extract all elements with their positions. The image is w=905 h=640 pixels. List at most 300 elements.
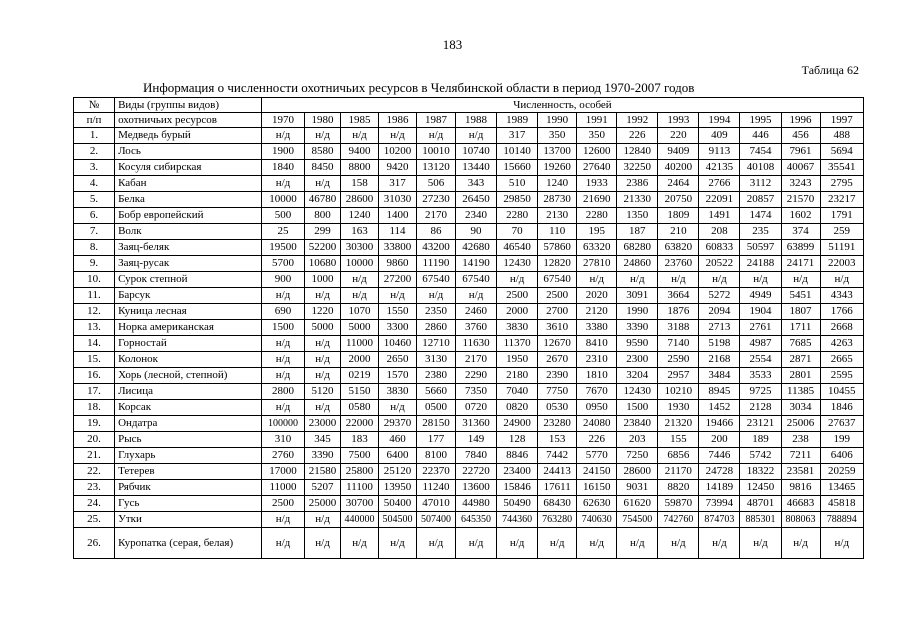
count-cell: 1846 (820, 400, 863, 416)
count-cell: 13700 (538, 144, 577, 160)
count-cell: 67540 (538, 272, 577, 288)
count-cell: 12430 (617, 384, 658, 400)
count-cell: 28600 (617, 464, 658, 480)
species-name: Рябчик (115, 480, 262, 496)
table-row (74, 400, 864, 416)
count-cell: 310 (261, 432, 304, 448)
count-cell: 2460 (456, 304, 497, 320)
count-cell: 20259 (820, 464, 863, 480)
count-cell: 21580 (305, 464, 341, 480)
count-cell: 0580 (341, 400, 379, 416)
count-cell: н/д (456, 128, 497, 144)
count-cell: 183 (341, 432, 379, 448)
count-cell: 27640 (577, 160, 617, 176)
count-cell: 17611 (538, 480, 577, 496)
count-cell: 16150 (577, 480, 617, 496)
count-cell: 21330 (617, 192, 658, 208)
count-cell: 40067 (781, 160, 820, 176)
count-cell: 22370 (417, 464, 456, 480)
count-cell: 43200 (417, 240, 456, 256)
count-cell: 51191 (820, 240, 863, 256)
count-cell: н/д (341, 128, 379, 144)
count-cell: 12820 (538, 256, 577, 272)
count-cell: 0500 (417, 400, 456, 416)
row-number: 22. (74, 464, 115, 480)
count-cell: 2350 (417, 304, 456, 320)
count-cell: 506 (417, 176, 456, 192)
count-cell: 1400 (379, 208, 417, 224)
species-name: Тетерев (115, 464, 262, 480)
count-cell: 2464 (658, 176, 699, 192)
row-number: 7. (74, 224, 115, 240)
count-cell: 12710 (417, 336, 456, 352)
count-cell: 8580 (305, 144, 341, 160)
count-cell: 44980 (456, 496, 497, 512)
count-cell: н/д (417, 528, 456, 559)
count-cell: 30300 (341, 240, 379, 256)
count-cell: 8820 (658, 480, 699, 496)
count-cell: 13950 (379, 480, 417, 496)
species-name: Медведь бурый (115, 128, 262, 144)
count-cell: 8800 (341, 160, 379, 176)
header-year-cell: 1985 (341, 113, 379, 128)
count-cell: 9860 (379, 256, 417, 272)
count-cell: 343 (456, 176, 497, 192)
count-cell: 63320 (577, 240, 617, 256)
species-name: Рысь (115, 432, 262, 448)
count-cell: 22720 (456, 464, 497, 480)
count-cell: 2000 (341, 352, 379, 368)
population-table (73, 97, 864, 559)
count-cell: 11190 (417, 256, 456, 272)
count-cell: 690 (261, 304, 304, 320)
count-cell: 7250 (617, 448, 658, 464)
table-row (74, 512, 864, 528)
count-cell: 488 (820, 128, 863, 144)
row-number: 24. (74, 496, 115, 512)
count-cell: 9031 (617, 480, 658, 496)
count-cell: 24150 (577, 464, 617, 480)
count-cell: 57860 (538, 240, 577, 256)
count-cell: 7140 (658, 336, 699, 352)
count-cell: 24860 (617, 256, 658, 272)
count-cell: 31030 (379, 192, 417, 208)
count-cell: 2713 (699, 320, 740, 336)
count-cell: 177 (417, 432, 456, 448)
count-cell: н/д (497, 528, 538, 559)
table-row (74, 432, 864, 448)
table-row (74, 304, 864, 320)
table-row (74, 160, 864, 176)
count-cell: 317 (497, 128, 538, 144)
count-cell: 456 (781, 128, 820, 144)
table-row (74, 272, 864, 288)
count-cell: 23000 (305, 416, 341, 432)
species-name: Корсак (115, 400, 262, 416)
count-cell: 46780 (305, 192, 341, 208)
count-cell: 11000 (261, 480, 304, 496)
count-cell: 2871 (781, 352, 820, 368)
count-cell: н/д (456, 528, 497, 559)
count-cell: 22091 (699, 192, 740, 208)
count-cell: 2761 (740, 320, 781, 336)
count-cell: 46540 (497, 240, 538, 256)
count-cell: 510 (497, 176, 538, 192)
count-cell: 2801 (781, 368, 820, 384)
count-cell: 45818 (820, 496, 863, 512)
count-cell: 0219 (341, 368, 379, 384)
header-year-cell: 1990 (538, 113, 577, 128)
count-cell: 11630 (456, 336, 497, 352)
row-number: 13. (74, 320, 115, 336)
count-cell: 2094 (699, 304, 740, 320)
count-cell: 8100 (417, 448, 456, 464)
header-year-cell: 1997 (820, 113, 863, 128)
count-cell: 7040 (497, 384, 538, 400)
species-name: Норка американская (115, 320, 262, 336)
count-cell: 1766 (820, 304, 863, 320)
count-cell: н/д (820, 272, 863, 288)
count-cell: 28150 (417, 416, 456, 432)
header-year-cell: 1996 (781, 113, 820, 128)
count-cell: 24413 (538, 464, 577, 480)
count-cell: 1950 (497, 352, 538, 368)
count-cell: 1990 (617, 304, 658, 320)
count-cell: 23217 (820, 192, 863, 208)
species-name: Глухарь (115, 448, 262, 464)
count-cell: 24188 (740, 256, 781, 272)
count-cell: 235 (740, 224, 781, 240)
species-name: Барсук (115, 288, 262, 304)
count-cell: 763280 (538, 512, 577, 528)
count-cell: 6406 (820, 448, 863, 464)
count-cell: 5700 (261, 256, 304, 272)
count-cell: 1602 (781, 208, 820, 224)
header-number-bottom: п/п (74, 113, 115, 128)
count-cell: 128 (497, 432, 538, 448)
count-cell: 2860 (417, 320, 456, 336)
count-cell: 15660 (497, 160, 538, 176)
count-cell: 42680 (456, 240, 497, 256)
table-row (74, 240, 864, 256)
count-cell: 24171 (781, 256, 820, 272)
count-cell: 158 (341, 176, 379, 192)
count-cell: н/д (305, 528, 341, 559)
count-cell: 2300 (617, 352, 658, 368)
count-cell: 27637 (820, 416, 863, 432)
count-cell: 1904 (740, 304, 781, 320)
count-cell: н/д (261, 512, 304, 528)
species-name: Утки (115, 512, 262, 528)
count-cell: 5742 (740, 448, 781, 464)
count-cell: 12840 (617, 144, 658, 160)
count-cell: 2554 (740, 352, 781, 368)
count-cell: 12430 (497, 256, 538, 272)
header-year-cell: 1994 (699, 113, 740, 128)
count-cell: 3380 (577, 320, 617, 336)
count-cell: 12600 (577, 144, 617, 160)
count-cell: 114 (379, 224, 417, 240)
count-cell: 2180 (497, 368, 538, 384)
count-cell: 27810 (577, 256, 617, 272)
count-cell: 200 (699, 432, 740, 448)
count-cell: 440000 (341, 512, 379, 528)
header-year-cell: 1995 (740, 113, 781, 128)
count-cell: 2766 (699, 176, 740, 192)
count-cell: н/д (305, 368, 341, 384)
count-cell: 374 (781, 224, 820, 240)
row-number: 20. (74, 432, 115, 448)
count-cell: н/д (617, 528, 658, 559)
species-name: Бобр европейский (115, 208, 262, 224)
count-cell: 1452 (699, 400, 740, 416)
count-cell: н/д (341, 288, 379, 304)
count-cell: н/д (305, 400, 341, 416)
count-cell: 11385 (781, 384, 820, 400)
count-cell: н/д (577, 528, 617, 559)
count-cell: 25800 (341, 464, 379, 480)
header-year-cell: 1970 (261, 113, 304, 128)
count-cell: 21690 (577, 192, 617, 208)
count-cell: 226 (617, 128, 658, 144)
count-cell: 25120 (379, 464, 417, 480)
page-number: 183 (442, 37, 463, 52)
count-cell: 28600 (341, 192, 379, 208)
species-name: Волк (115, 224, 262, 240)
count-cell: 2650 (379, 352, 417, 368)
count-cell: 742760 (658, 512, 699, 528)
count-cell: 7961 (781, 144, 820, 160)
count-cell: 740630 (577, 512, 617, 528)
count-cell: 20857 (740, 192, 781, 208)
header-year-cell: 1980 (305, 113, 341, 128)
count-cell: н/д (341, 528, 379, 559)
count-cell: 42135 (699, 160, 740, 176)
count-cell: 61620 (617, 496, 658, 512)
count-cell: 2310 (577, 352, 617, 368)
count-cell: 7500 (341, 448, 379, 464)
count-cell: н/д (261, 352, 304, 368)
header-species-top: Виды (группы видов) (115, 98, 262, 113)
count-cell: н/д (617, 272, 658, 288)
count-cell: 48701 (740, 496, 781, 512)
table-row (74, 176, 864, 192)
count-cell: 110 (538, 224, 577, 240)
count-cell: 11370 (497, 336, 538, 352)
table-row (74, 384, 864, 400)
count-cell: 10140 (497, 144, 538, 160)
count-cell: 1350 (617, 208, 658, 224)
count-cell: н/д (497, 272, 538, 288)
count-cell: 1807 (781, 304, 820, 320)
species-name: Ондатра (115, 416, 262, 432)
count-cell: 2290 (456, 368, 497, 384)
count-cell: 3830 (497, 320, 538, 336)
count-cell: 500 (261, 208, 304, 224)
count-cell: 25 (261, 224, 304, 240)
count-cell: 20750 (658, 192, 699, 208)
count-cell: 1500 (617, 400, 658, 416)
table-row (74, 464, 864, 480)
count-cell: 32250 (617, 160, 658, 176)
count-cell: н/д (699, 528, 740, 559)
count-cell: 10200 (379, 144, 417, 160)
row-number: 10. (74, 272, 115, 288)
table-row (74, 288, 864, 304)
count-cell: 3130 (417, 352, 456, 368)
count-cell: 1000 (305, 272, 341, 288)
count-cell: н/д (379, 400, 417, 416)
count-cell: 13600 (456, 480, 497, 496)
count-cell: 800 (305, 208, 341, 224)
count-cell: н/д (379, 288, 417, 304)
count-cell: 23581 (781, 464, 820, 480)
count-cell: 3034 (781, 400, 820, 416)
row-number: 8. (74, 240, 115, 256)
count-cell: 9590 (617, 336, 658, 352)
header-species-bottom: охотничьих ресурсов (115, 113, 262, 128)
count-cell: 2000 (497, 304, 538, 320)
count-cell: 808063 (781, 512, 820, 528)
count-cell: 238 (781, 432, 820, 448)
count-cell: 1070 (341, 304, 379, 320)
count-cell: н/д (261, 336, 304, 352)
count-cell: 446 (740, 128, 781, 144)
count-cell: 28730 (538, 192, 577, 208)
count-cell: 2130 (538, 208, 577, 224)
count-cell: 22003 (820, 256, 863, 272)
count-cell: 2670 (538, 352, 577, 368)
count-cell: н/д (305, 336, 341, 352)
count-cell: 12670 (538, 336, 577, 352)
species-name: Косуля сибирская (115, 160, 262, 176)
count-cell: 350 (577, 128, 617, 144)
count-cell: 189 (740, 432, 781, 448)
species-name: Сурок степной (115, 272, 262, 288)
count-cell: 507400 (417, 512, 456, 528)
count-cell: 23121 (740, 416, 781, 432)
count-cell: 70 (497, 224, 538, 240)
count-cell: 7211 (781, 448, 820, 464)
count-cell: 460 (379, 432, 417, 448)
table-row (74, 336, 864, 352)
count-cell: 2800 (261, 384, 304, 400)
row-number: 6. (74, 208, 115, 224)
count-cell: 645350 (456, 512, 497, 528)
count-cell: 350 (538, 128, 577, 144)
species-name: Гусь (115, 496, 262, 512)
count-cell: 900 (261, 272, 304, 288)
count-cell: 2668 (820, 320, 863, 336)
count-cell: 19466 (699, 416, 740, 432)
count-cell: 1933 (577, 176, 617, 192)
count-cell: 1810 (577, 368, 617, 384)
count-cell: 12450 (740, 480, 781, 496)
count-cell: 2128 (740, 400, 781, 416)
count-cell: 7446 (699, 448, 740, 464)
count-cell: 7442 (538, 448, 577, 464)
count-cell: 3204 (617, 368, 658, 384)
count-cell: 24900 (497, 416, 538, 432)
count-cell: 199 (820, 432, 863, 448)
count-cell: 11000 (341, 336, 379, 352)
count-cell: 50490 (497, 496, 538, 512)
count-cell: 2500 (538, 288, 577, 304)
count-cell: 744360 (497, 512, 538, 528)
count-cell: 220 (658, 128, 699, 144)
count-cell: 90 (456, 224, 497, 240)
count-cell: 29850 (497, 192, 538, 208)
table-row (74, 224, 864, 240)
row-number: 14. (74, 336, 115, 352)
count-cell: 5207 (305, 480, 341, 496)
count-cell: 23760 (658, 256, 699, 272)
table-row (74, 496, 864, 512)
row-number: 3. (74, 160, 115, 176)
header-year-cell: 1993 (658, 113, 699, 128)
count-cell: 5660 (417, 384, 456, 400)
row-number: 25. (74, 512, 115, 528)
species-name: Лось (115, 144, 262, 160)
count-cell: 100000 (261, 416, 304, 432)
header-year-cell: 1992 (617, 113, 658, 128)
count-cell: 2170 (417, 208, 456, 224)
count-cell: 40108 (740, 160, 781, 176)
count-cell: 4987 (740, 336, 781, 352)
table-row (74, 208, 864, 224)
count-cell: 9725 (740, 384, 781, 400)
count-cell: 7670 (577, 384, 617, 400)
count-cell: 299 (305, 224, 341, 240)
count-cell: 1791 (820, 208, 863, 224)
count-cell: 3533 (740, 368, 781, 384)
count-cell: 5000 (305, 320, 341, 336)
count-cell: н/д (305, 176, 341, 192)
count-cell: 13465 (820, 480, 863, 496)
count-cell: 14189 (699, 480, 740, 496)
count-cell: 13120 (417, 160, 456, 176)
count-cell: 11240 (417, 480, 456, 496)
count-cell: 1500 (261, 320, 304, 336)
count-cell: 1876 (658, 304, 699, 320)
count-cell: 2500 (261, 496, 304, 512)
count-cell: 7685 (781, 336, 820, 352)
count-cell: н/д (305, 512, 341, 528)
count-cell: н/д (305, 352, 341, 368)
count-cell: 409 (699, 128, 740, 144)
row-number: 23. (74, 480, 115, 496)
count-cell: н/д (261, 176, 304, 192)
species-name: Лисица (115, 384, 262, 400)
count-cell: 11100 (341, 480, 379, 496)
count-cell: 4949 (740, 288, 781, 304)
count-cell: 10000 (261, 192, 304, 208)
count-cell: 203 (617, 432, 658, 448)
count-cell: н/д (305, 288, 341, 304)
count-cell: 3390 (617, 320, 658, 336)
header-year-cell: 1989 (497, 113, 538, 128)
count-cell: 67540 (417, 272, 456, 288)
count-cell: 754500 (617, 512, 658, 528)
count-cell: 19500 (261, 240, 304, 256)
count-cell: 2500 (497, 288, 538, 304)
count-cell: 7350 (456, 384, 497, 400)
count-cell: 60833 (699, 240, 740, 256)
count-cell: 2280 (497, 208, 538, 224)
count-cell: 50597 (740, 240, 781, 256)
count-cell: 788894 (820, 512, 863, 528)
count-cell: 47010 (417, 496, 456, 512)
